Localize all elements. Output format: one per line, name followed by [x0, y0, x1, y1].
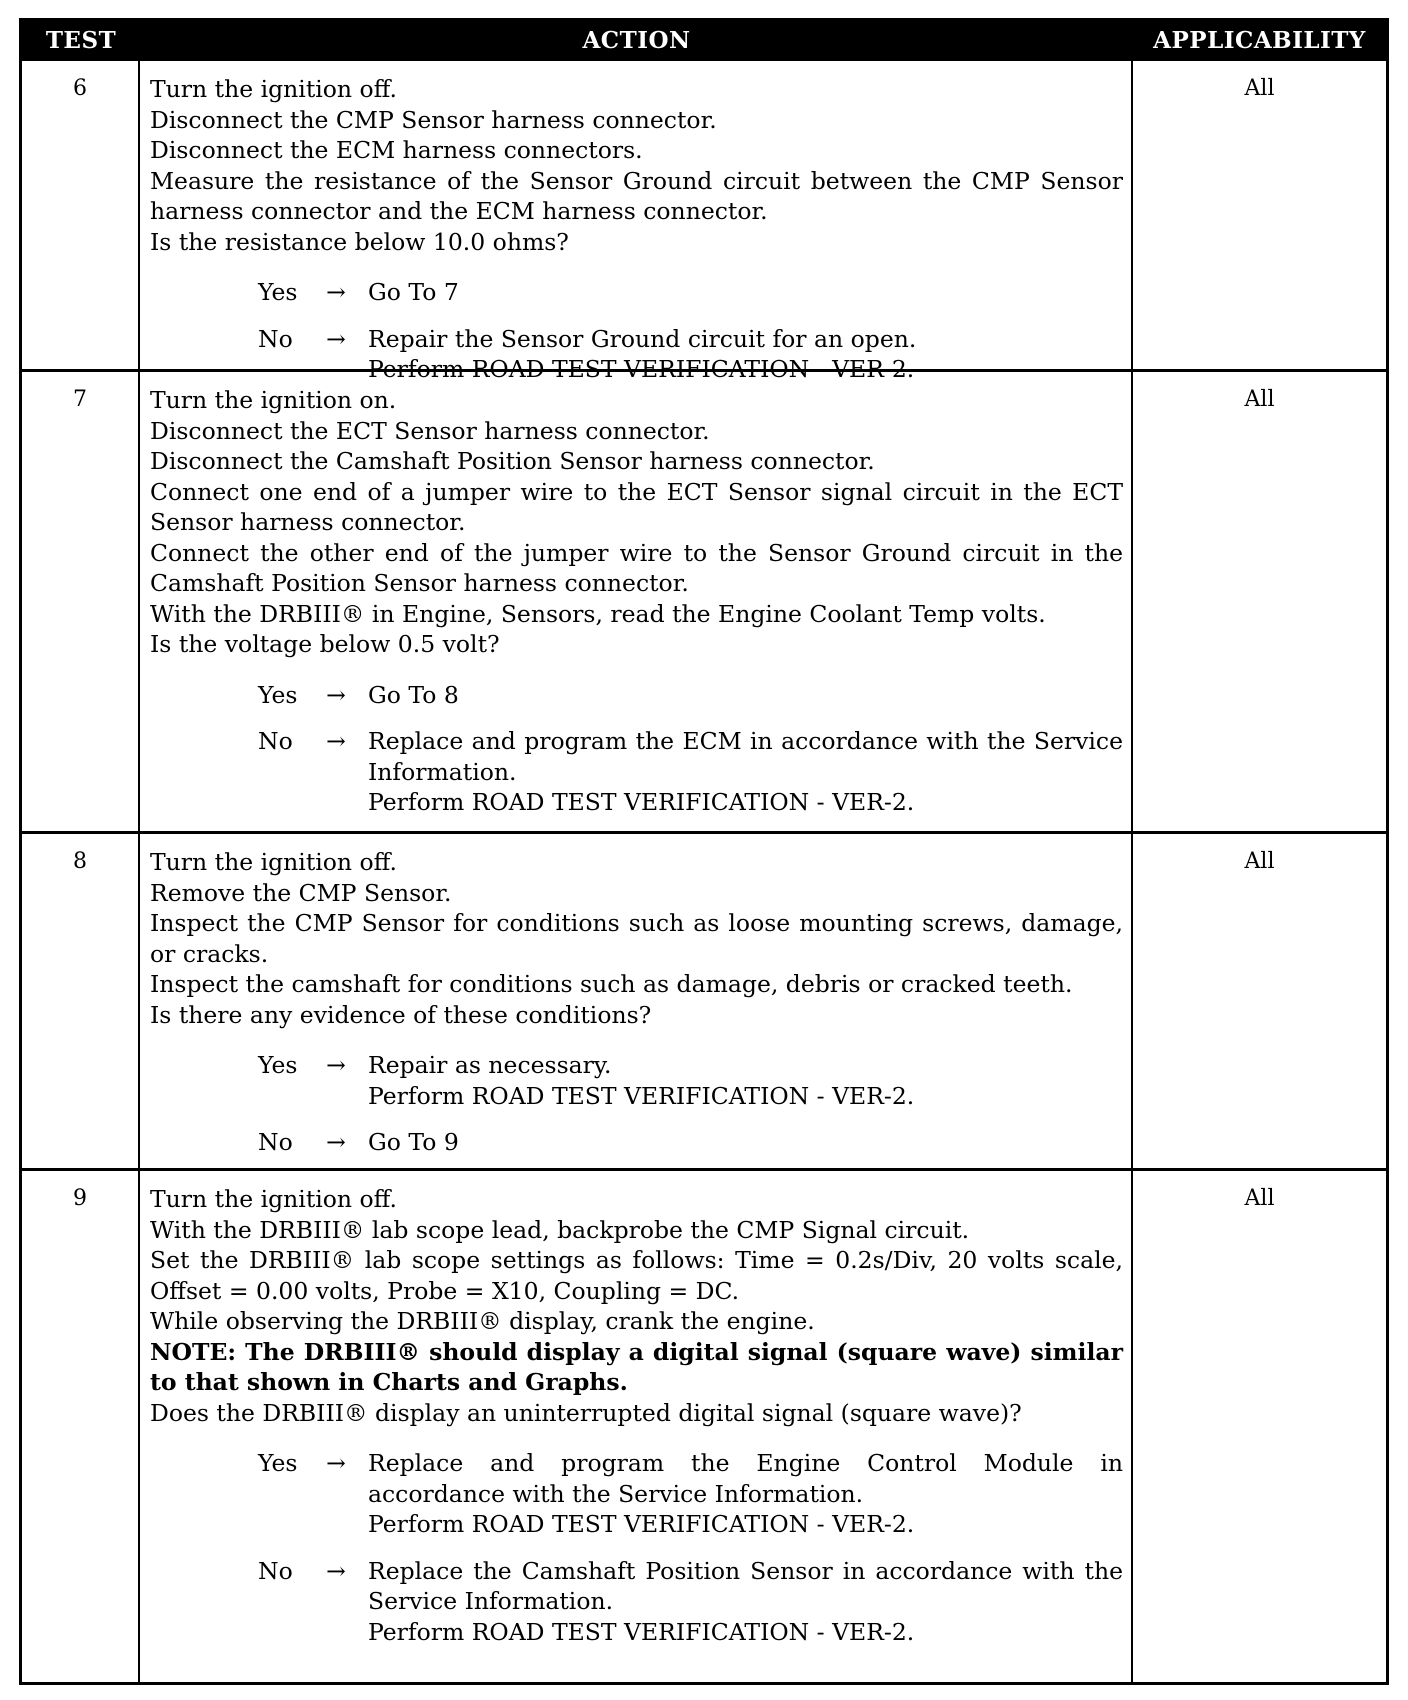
yes-label: Yes [258, 680, 298, 709]
header-action: ACTION [582, 27, 691, 54]
no-label: No [258, 324, 293, 353]
action-step: Set the DRBIII® lab scope settings as follows: Time = 0.2s/Div, 20 volts scale, Offset = 0.00 volts, Probe = X10, Coupling = DC. [150, 1246, 1123, 1305]
note-text: NOTE: The DRBIII® should display a digital signal (square wave) similar to that shown in Charts and Graphs. [150, 1337, 1123, 1396]
action-question: Does the DRBIII® display an uninterrupted digital signal (square wave)? [150, 1398, 1022, 1427]
test-number: 8 [22, 834, 140, 1168]
yes-outcome: Go To 8 [368, 680, 459, 709]
action-step: With the DRBIII® lab scope lead, backprobe the CMP Signal circuit. [150, 1215, 970, 1244]
action-step: Disconnect the ECT Sensor harness connector. [150, 416, 710, 445]
test-number: 9 [22, 1171, 140, 1682]
yes-outcome: Repair as necessary. [368, 1051, 612, 1079]
arrow-right-icon: → [326, 1051, 346, 1079]
action-step: Disconnect the CMP Sensor harness connector. [150, 105, 717, 134]
action-step: Connect the other end of the jumper wire to the Sensor Ground circuit in the Camshaft Position Sensor harness connector. [150, 538, 1123, 597]
no-label: No [258, 727, 293, 755]
action-cell [140, 834, 1133, 1168]
diagnostic-table [19, 18, 1389, 1685]
table-row-test-8 [22, 834, 1386, 1171]
no-branch [258, 1127, 1123, 1158]
applicability-cell: All [1244, 849, 1275, 874]
yes-outcome: Perform ROAD TEST VERIFICATION - VER-2. [368, 1081, 915, 1110]
action-step: While observing the DRBIII® display, crank the engine. [150, 1307, 815, 1335]
no-outcome: Replace the Camshaft Position Sensor in accordance with the Service Information. [368, 1556, 1123, 1615]
arrow-right-icon: → [326, 1449, 346, 1477]
no-outcome: Perform ROAD TEST VERIFICATION - VER-2. [368, 1617, 915, 1646]
yes-branch [258, 277, 1123, 308]
no-outcome: Replace and program the ECM in accordance with the Service Information. [368, 727, 1123, 786]
action-step: Turn the ignition off. [150, 75, 398, 103]
yes-label: Yes [258, 278, 298, 306]
action-step: Disconnect the Camshaft Position Sensor harness connector. [150, 447, 875, 475]
header-test: TEST [45, 27, 117, 54]
table-row-test-7 [22, 372, 1386, 834]
applicability-cell: All [1244, 76, 1275, 101]
yes-branch [258, 1448, 1123, 1540]
no-label: No [258, 1128, 293, 1156]
action-step: Turn the ignition off. [150, 848, 398, 876]
table-row-test-6 [22, 61, 1386, 383]
table-row-test-9 [22, 1171, 1386, 1682]
action-step: Inspect the camshaft for conditions such as damage, debris or cracked teeth. [150, 970, 1073, 998]
test-number: 6 [22, 61, 140, 369]
action-step: Measure the resistance of the Sensor Ground circuit between the CMP Sensor harness connector and the ECM harness connector. [150, 166, 1123, 225]
yes-label: Yes [258, 1449, 298, 1477]
action-cell [140, 61, 1133, 383]
applicability-cell: All [1244, 1186, 1275, 1211]
action-step: With the DRBIII® in Engine, Sensors, read the Engine Coolant Temp volts. [150, 599, 1046, 628]
arrow-right-icon: → [326, 278, 346, 306]
action-step: Disconnect the ECM harness connectors. [150, 136, 643, 164]
no-label: No [258, 1556, 293, 1585]
action-step: Is the voltage below 0.5 volt? [150, 630, 500, 658]
no-branch [258, 726, 1123, 818]
yes-outcome: Perform ROAD TEST VERIFICATION - VER-2. [368, 1510, 915, 1538]
no-outcome: Perform ROAD TEST VERIFICATION - VER-2. [368, 355, 915, 383]
test-number: 7 [22, 372, 140, 831]
action-cell [140, 1171, 1133, 1682]
arrow-right-icon: → [326, 727, 346, 755]
arrow-right-icon: → [326, 680, 346, 709]
applicability-cell: All [1244, 387, 1275, 412]
yes-branch [258, 680, 1123, 711]
arrow-right-icon: → [326, 1128, 346, 1156]
no-outcome: Go To 9 [368, 1128, 459, 1156]
yes-label: Yes [258, 1051, 298, 1079]
action-step: Is there any evidence of these conditions? [150, 1000, 652, 1029]
table-header [22, 21, 1386, 61]
yes-outcome: Replace and program the Engine Control Module in accordance with the Service Information. [368, 1449, 1123, 1508]
action-step: Remove the CMP Sensor. [150, 878, 452, 907]
action-step: Is the resistance below 10.0 ohms? [150, 227, 569, 256]
no-outcome: Repair the Sensor Ground circuit for an open. [368, 324, 917, 353]
yes-branch [258, 1050, 1123, 1111]
action-step: Turn the ignition off. [150, 1185, 398, 1213]
arrow-right-icon: → [326, 1556, 346, 1585]
arrow-right-icon: → [326, 324, 346, 353]
action-step: Turn the ignition on. [150, 386, 397, 414]
yes-outcome: Go To 7 [368, 278, 459, 306]
no-outcome: Perform ROAD TEST VERIFICATION - VER-2. [368, 788, 915, 816]
action-cell [140, 372, 1133, 831]
header-applicability: APPLICABILITY [1153, 27, 1366, 54]
action-step: Connect one end of a jumper wire to the ECT Sensor signal circuit in the ECT Sensor harness connector. [150, 477, 1123, 536]
action-step: Inspect the CMP Sensor for conditions such as loose mounting screws, damage, or cracks. [150, 909, 1123, 968]
no-branch [258, 1556, 1123, 1648]
